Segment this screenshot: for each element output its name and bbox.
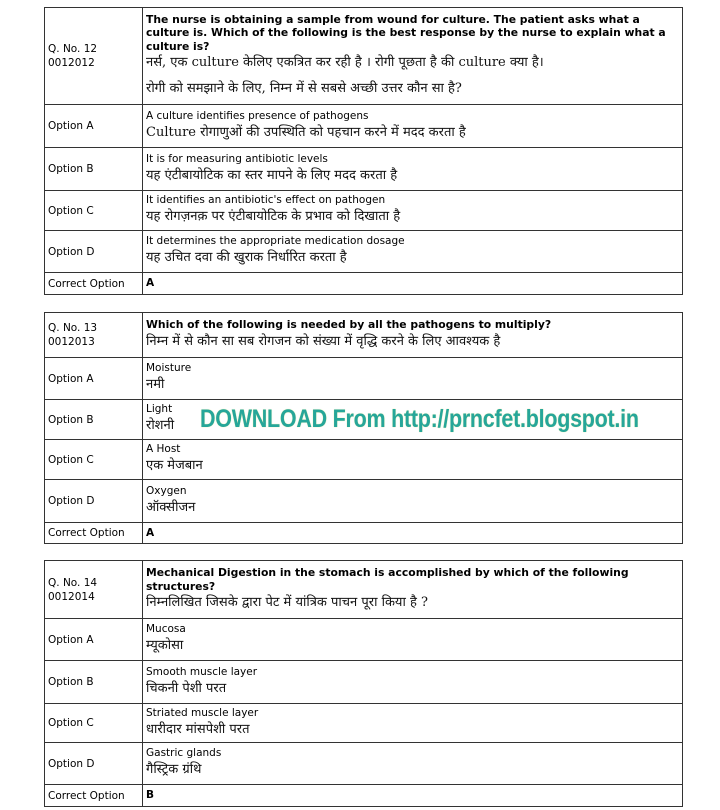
correct-option-label: Correct Option <box>45 523 143 544</box>
option-text-english: A culture identifies presence of pathogens <box>146 109 369 122</box>
option-text-hindi: यह एंटीबायोटिक का स्तर मापने के लिए मदद करता है <box>146 167 398 183</box>
option-content <box>143 704 683 743</box>
option-text-english: Striated muscle layer <box>146 706 259 719</box>
option-text-hindi: यह उचित दवा की खुराक निर्धारित करता है <box>146 250 347 265</box>
option-label: Option D <box>45 231 143 273</box>
option-row-c <box>45 191 683 231</box>
question-number-cell <box>45 561 143 619</box>
question-table <box>44 560 683 807</box>
option-label: Option A <box>45 358 143 400</box>
correct-option-label: Correct Option <box>45 273 143 295</box>
option-content <box>143 661 683 704</box>
question-text-cell <box>143 313 683 358</box>
watermark-download-link: DOWNLOAD From http://prncfet.blogspot.in <box>200 405 639 433</box>
correct-option-row <box>45 785 683 807</box>
option-row-d <box>45 480 683 523</box>
question-table <box>44 7 683 295</box>
option-content <box>143 440 683 480</box>
question-number: Q. No. 13 <box>48 322 98 334</box>
question-text-english: Mechanical Digestion in the stomach is accomplished by which of the following structures? <box>146 566 629 593</box>
option-text-english: It is for measuring antibiotic levels <box>146 152 328 165</box>
option-text-english: Moisture <box>146 362 192 374</box>
question-text-hindi: नर्स, एक culture केलिए एकत्रित कर रही है । रोगी पूछता है की culture क्या है। <box>146 55 544 71</box>
option-text-hindi: धारीदार मांसपेशी परत <box>146 721 250 737</box>
question-row <box>45 8 683 105</box>
question-number-cell <box>45 313 143 358</box>
option-content <box>143 105 683 148</box>
option-content <box>143 358 683 400</box>
option-text-english: It determines the appropriate medication dosage <box>146 235 405 247</box>
question-row <box>45 313 683 358</box>
option-text-english: Oxygen <box>146 484 187 497</box>
question-text-hindi: निम्नलिखित जिसके द्वारा पेट में यांत्रिक पाचन पूरा किया है ? <box>146 595 428 610</box>
correct-option-row <box>45 523 683 544</box>
option-text-english: Mucosa <box>146 623 186 635</box>
option-text-english: A Host <box>146 443 181 455</box>
option-text-english: Smooth muscle layer <box>146 665 258 678</box>
option-content <box>143 231 683 273</box>
option-text-english: Gastric glands <box>146 747 222 759</box>
option-text-hindi: ऑक्सीजन <box>146 499 196 515</box>
option-text-hindi: चिकनी पेशी परत <box>146 680 227 696</box>
option-label: Option B <box>45 400 143 440</box>
question-text-hindi: निम्न में से कौन सा सब रोगजन को संख्या में वृद्धि करने के लिए आवश्यक है <box>146 333 501 349</box>
question-text-cell <box>143 561 683 619</box>
option-text-english: It identifies an antibiotic's effect on pathogen <box>146 194 386 206</box>
option-text-hindi: म्यूकोसा <box>146 638 184 653</box>
correct-option-value: B <box>143 785 683 807</box>
option-text-hindi: एक मेजबान <box>146 458 203 473</box>
correct-option-row <box>45 273 683 295</box>
option-row-d <box>45 743 683 785</box>
correct-option-value: A <box>143 273 683 295</box>
question-text-english: The nurse is obtaining a sample from wound for culture. The patient asks what a culture is. Which of the following is the best response by the nurse to explain what a culture is? <box>146 12 666 53</box>
question-code: 0012013 <box>48 336 95 348</box>
option-row-a <box>45 105 683 148</box>
option-label: Option D <box>45 743 143 785</box>
question-row <box>45 561 683 619</box>
option-label: Option C <box>45 704 143 743</box>
option-label: Option A <box>45 619 143 661</box>
option-row-d <box>45 231 683 273</box>
option-row-b <box>45 148 683 191</box>
question-code: 0012012 <box>48 57 95 69</box>
option-label: Option C <box>45 440 143 480</box>
option-label: Option D <box>45 480 143 523</box>
option-row-c <box>45 704 683 743</box>
option-content <box>143 148 683 191</box>
option-content <box>143 191 683 231</box>
option-text-hindi: नमी <box>146 377 165 392</box>
option-row-a <box>45 358 683 400</box>
question-number: Q. No. 14 <box>48 576 98 589</box>
option-label: Option B <box>45 148 143 191</box>
option-row-b <box>45 661 683 704</box>
option-label: Option A <box>45 105 143 148</box>
option-row-c <box>45 440 683 480</box>
question-number: Q. No. 12 <box>48 43 98 55</box>
option-text-english: Light <box>146 403 173 415</box>
option-text-hindi: Culture रोगाणुओं की उपस्थिति को पहचान करने में मदद करता है <box>146 124 466 140</box>
option-content <box>143 619 683 661</box>
correct-option-value: A <box>143 523 683 544</box>
question-text-english: Which of the following is needed by all the pathogens to multiply? <box>146 318 552 332</box>
option-row-a <box>45 619 683 661</box>
option-text-hindi: गैस्ट्रिक ग्रंथि <box>146 762 202 777</box>
option-label: Option C <box>45 191 143 231</box>
option-text-hindi: यह रोगज़नक़ पर एंटीबायोटिक के प्रभाव को दिखाता है <box>146 209 401 224</box>
option-text-hindi: रोशनी <box>146 418 175 433</box>
option-content <box>143 743 683 785</box>
option-content <box>143 480 683 523</box>
question-code: 0012014 <box>48 590 95 603</box>
question-text-hindi-2: रोगी को समझाने के लिए, निम्न में से सबसे अच्छी उत्तर कौन सा है? <box>146 81 462 97</box>
question-number-cell <box>45 8 143 105</box>
correct-option-label: Correct Option <box>45 785 143 807</box>
option-label: Option B <box>45 661 143 704</box>
question-text-cell <box>143 8 683 105</box>
